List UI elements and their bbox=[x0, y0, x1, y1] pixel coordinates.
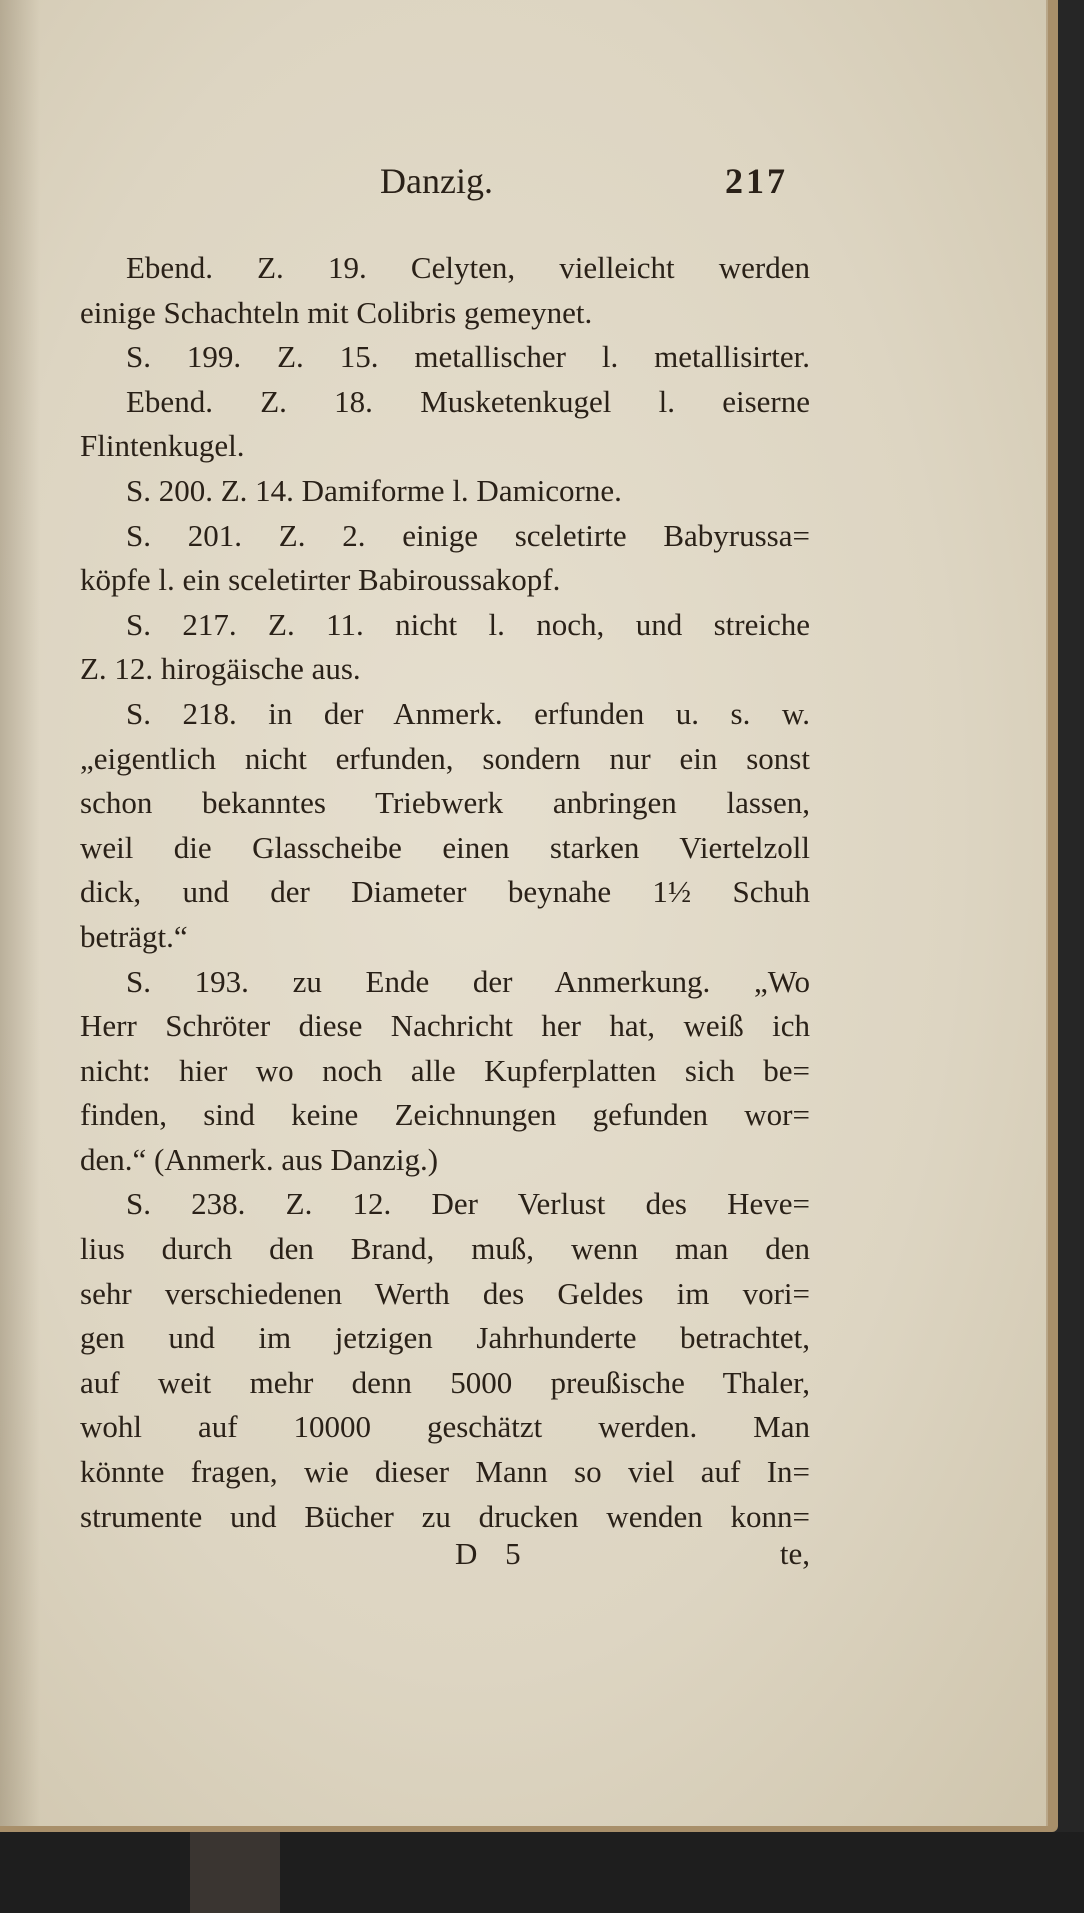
text-line: weil die Glasscheibe einen starken Viertelzoll bbox=[80, 829, 810, 865]
text-line: wohl auf 10000 geschätzt werden. Man bbox=[80, 1409, 810, 1445]
gutter-shadow bbox=[0, 0, 40, 1826]
text-line: beträgt.“ bbox=[80, 918, 188, 954]
scan-background bbox=[0, 1832, 1084, 1913]
text-line: Ebend. Z. 19. Celyten, vielleicht werden bbox=[126, 250, 810, 285]
text-line: den.“ (Anmerk. aus Danzig.) bbox=[80, 1141, 439, 1177]
text-line: finden, sind keine Zeichnungen gefunden wor= bbox=[80, 1097, 810, 1133]
text-line: Flintenkugel. bbox=[80, 428, 245, 464]
text-line: dick, und der Diameter beynahe 1½ Schuh bbox=[80, 874, 810, 910]
text-line: lius durch den Brand, muß, wenn man den bbox=[80, 1231, 810, 1267]
text-line: S. 218. in der Anmerk. erfunden u. s. w. bbox=[126, 695, 810, 731]
page-footer bbox=[80, 1536, 810, 1580]
text-line: auf weit mehr denn 5000 preußische Thaler, bbox=[80, 1364, 810, 1400]
text-line: S. 201. Z. 2. einige sceletirte Babyrussa= bbox=[126, 517, 810, 553]
text-line: S. 199. Z. 15. metallischer l. metallisirter. bbox=[126, 339, 810, 375]
text-line: köpfe l. ein sceletirter Babiroussakopf. bbox=[80, 562, 561, 598]
text-line: sehr verschiedenen Werth des Geldes im vori= bbox=[80, 1275, 810, 1311]
text-line: einige Schachteln mit Colibris gemeynet. bbox=[80, 294, 593, 330]
text-line: Herr Schröter diese Nachricht her hat, weiß ich bbox=[80, 1008, 810, 1044]
text-line: „eigentlich nicht erfunden, sondern nur ein sonst bbox=[80, 740, 810, 776]
text-line: nicht: hier wo noch alle Kupferplatten sich be= bbox=[80, 1052, 810, 1088]
text-line: Z. 12. hirogäische aus. bbox=[80, 651, 361, 687]
text-line: strumente und Bücher zu drucken wenden konn= bbox=[80, 1498, 810, 1534]
page-header bbox=[0, 160, 1046, 210]
text-line: könnte fragen, wie dieser Mann so viel auf In= bbox=[80, 1454, 810, 1490]
page-number: 217 bbox=[725, 161, 788, 201]
text-line: S. 238. Z. 12. Der Verlust des Heve= bbox=[126, 1186, 810, 1222]
text-line: S. 200. Z. 14. Damiforme l. Damicorne. bbox=[126, 472, 622, 508]
body-text bbox=[80, 246, 810, 1539]
running-title: Danzig. bbox=[380, 161, 493, 201]
text-line: S. 193. zu Ende der Anmerkung. „Wo bbox=[126, 963, 810, 999]
text-line: schon bekanntes Triebwerk anbringen lassen, bbox=[80, 785, 810, 821]
text-line: gen und im jetzigen Jahrhunderte betrachtet, bbox=[80, 1320, 810, 1356]
signature-mark: D 5 bbox=[455, 1536, 531, 1571]
text-line: Ebend. Z. 18. Musketenkugel l. eiserne bbox=[126, 383, 810, 419]
scan-background-strip bbox=[190, 1832, 280, 1913]
text-line: S. 217. Z. 11. nicht l. noch, und streiche bbox=[126, 606, 810, 642]
catchword: te, bbox=[779, 1536, 810, 1571]
